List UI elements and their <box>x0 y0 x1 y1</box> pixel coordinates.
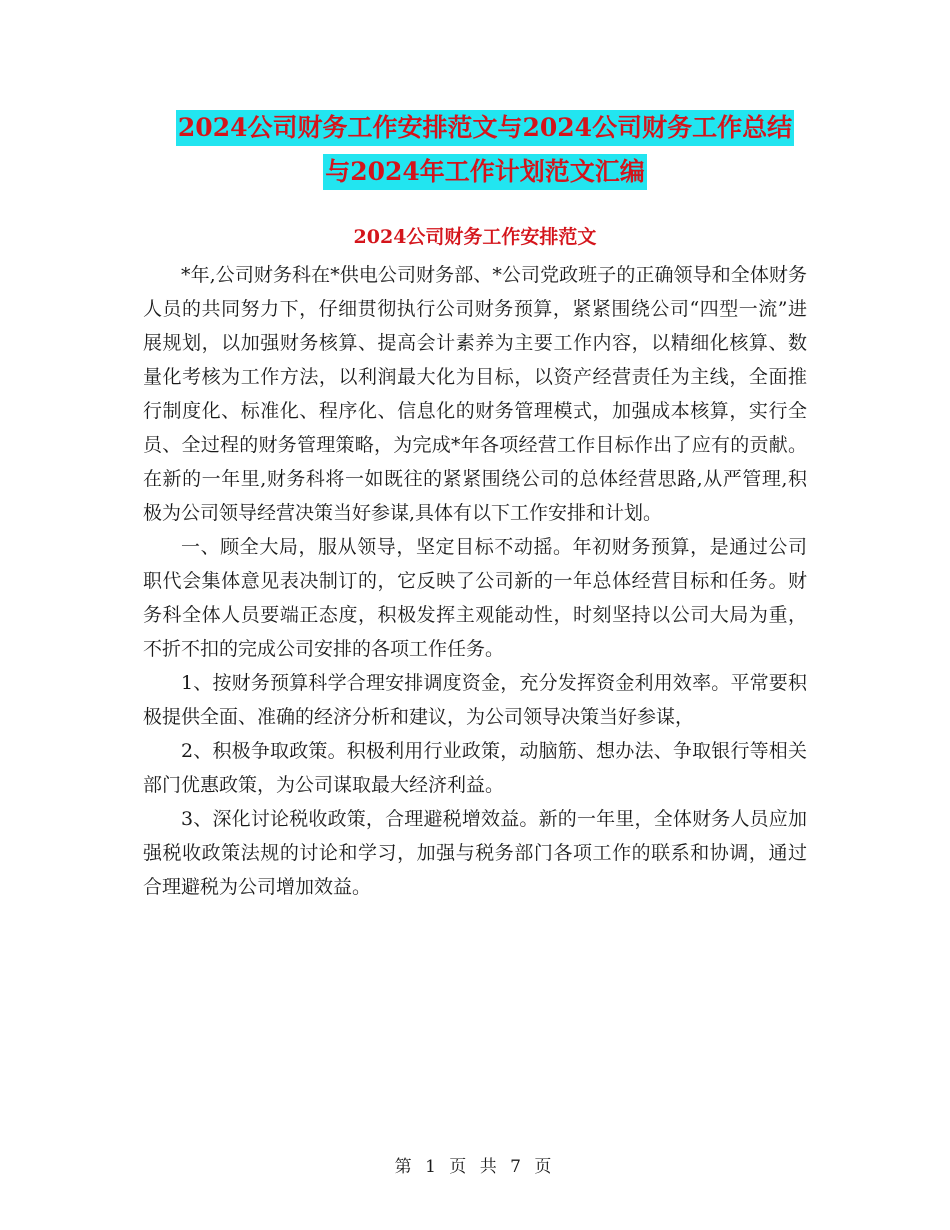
title-line-1: 2024公司财务工作安排范文与2024公司财务工作总结 <box>176 110 794 146</box>
title-line-2: 与2024年工作计划范文汇编 <box>323 154 647 190</box>
page-indicator: 第 1 页 共 7 页 <box>394 1157 556 1177</box>
section-heading: 2024公司财务工作安排范文 <box>353 226 597 248</box>
paragraph-item-3: 3、深化讨论税收政策，合理避税增效益。新的一年里，全体财务人员应加强税收政策法规的讨论和学习，加强与税务部门各项工作的联系和协调，通过合理避税为公司增加效益。 <box>143 808 807 898</box>
paragraph-item-2: 2、积极争取政策。积极利用行业政策，动脑筋、想办法、争取银行等相关部门优惠政策，为公司谋取最大经济利益。 <box>143 740 807 796</box>
paragraph-point-one: 一、顾全大局，服从领导，坚定目标不动摇。年初财务预算，是通过公司职代会集体意见表决制订的，它反映了公司新的一年总体经营目标和任务。财务科全体人员要端正态度，积极发挥主观能动性，时刻坚持以公司大局为重，不折不扣的完成公司安排的各项工作任务。 <box>143 536 807 660</box>
document-title <box>140 110 830 190</box>
paragraph-intro: *年,公司财务科在*供电公司财务部、*公司党政班子的正确领导和全体财务人员的共同努力下，仔细贯彻执行公司财务预算，紧紧围绕公司“四型一流”进展规划，以加强财务核算、提高会计素养为主要工作内容，以精细化核算、数量化考核为工作方法，以利润最大化为目标，以资产经营责任为主线，全面推行制度化、标准化、程序化、信息化的财务管理模式，加强成本核算，实行全员、全过程的财务管理策略，为完成*年各项经营工作目标作出了应有的贡献。在新的一年里,财务科将一如既往的紧紧围绕公司的总体经营思路,从严管理,积极为公司领导经营决策当好参谋,具体有以下工作安排和计划。 <box>143 264 807 524</box>
paragraph-item-1: 1、按财务预算科学合理安排调度资金，充分发挥资金利用效率。平常要积极提供全面、准确的经济分析和建议，为公司领导决策当好参谋， <box>143 672 807 728</box>
document-body <box>143 258 807 904</box>
